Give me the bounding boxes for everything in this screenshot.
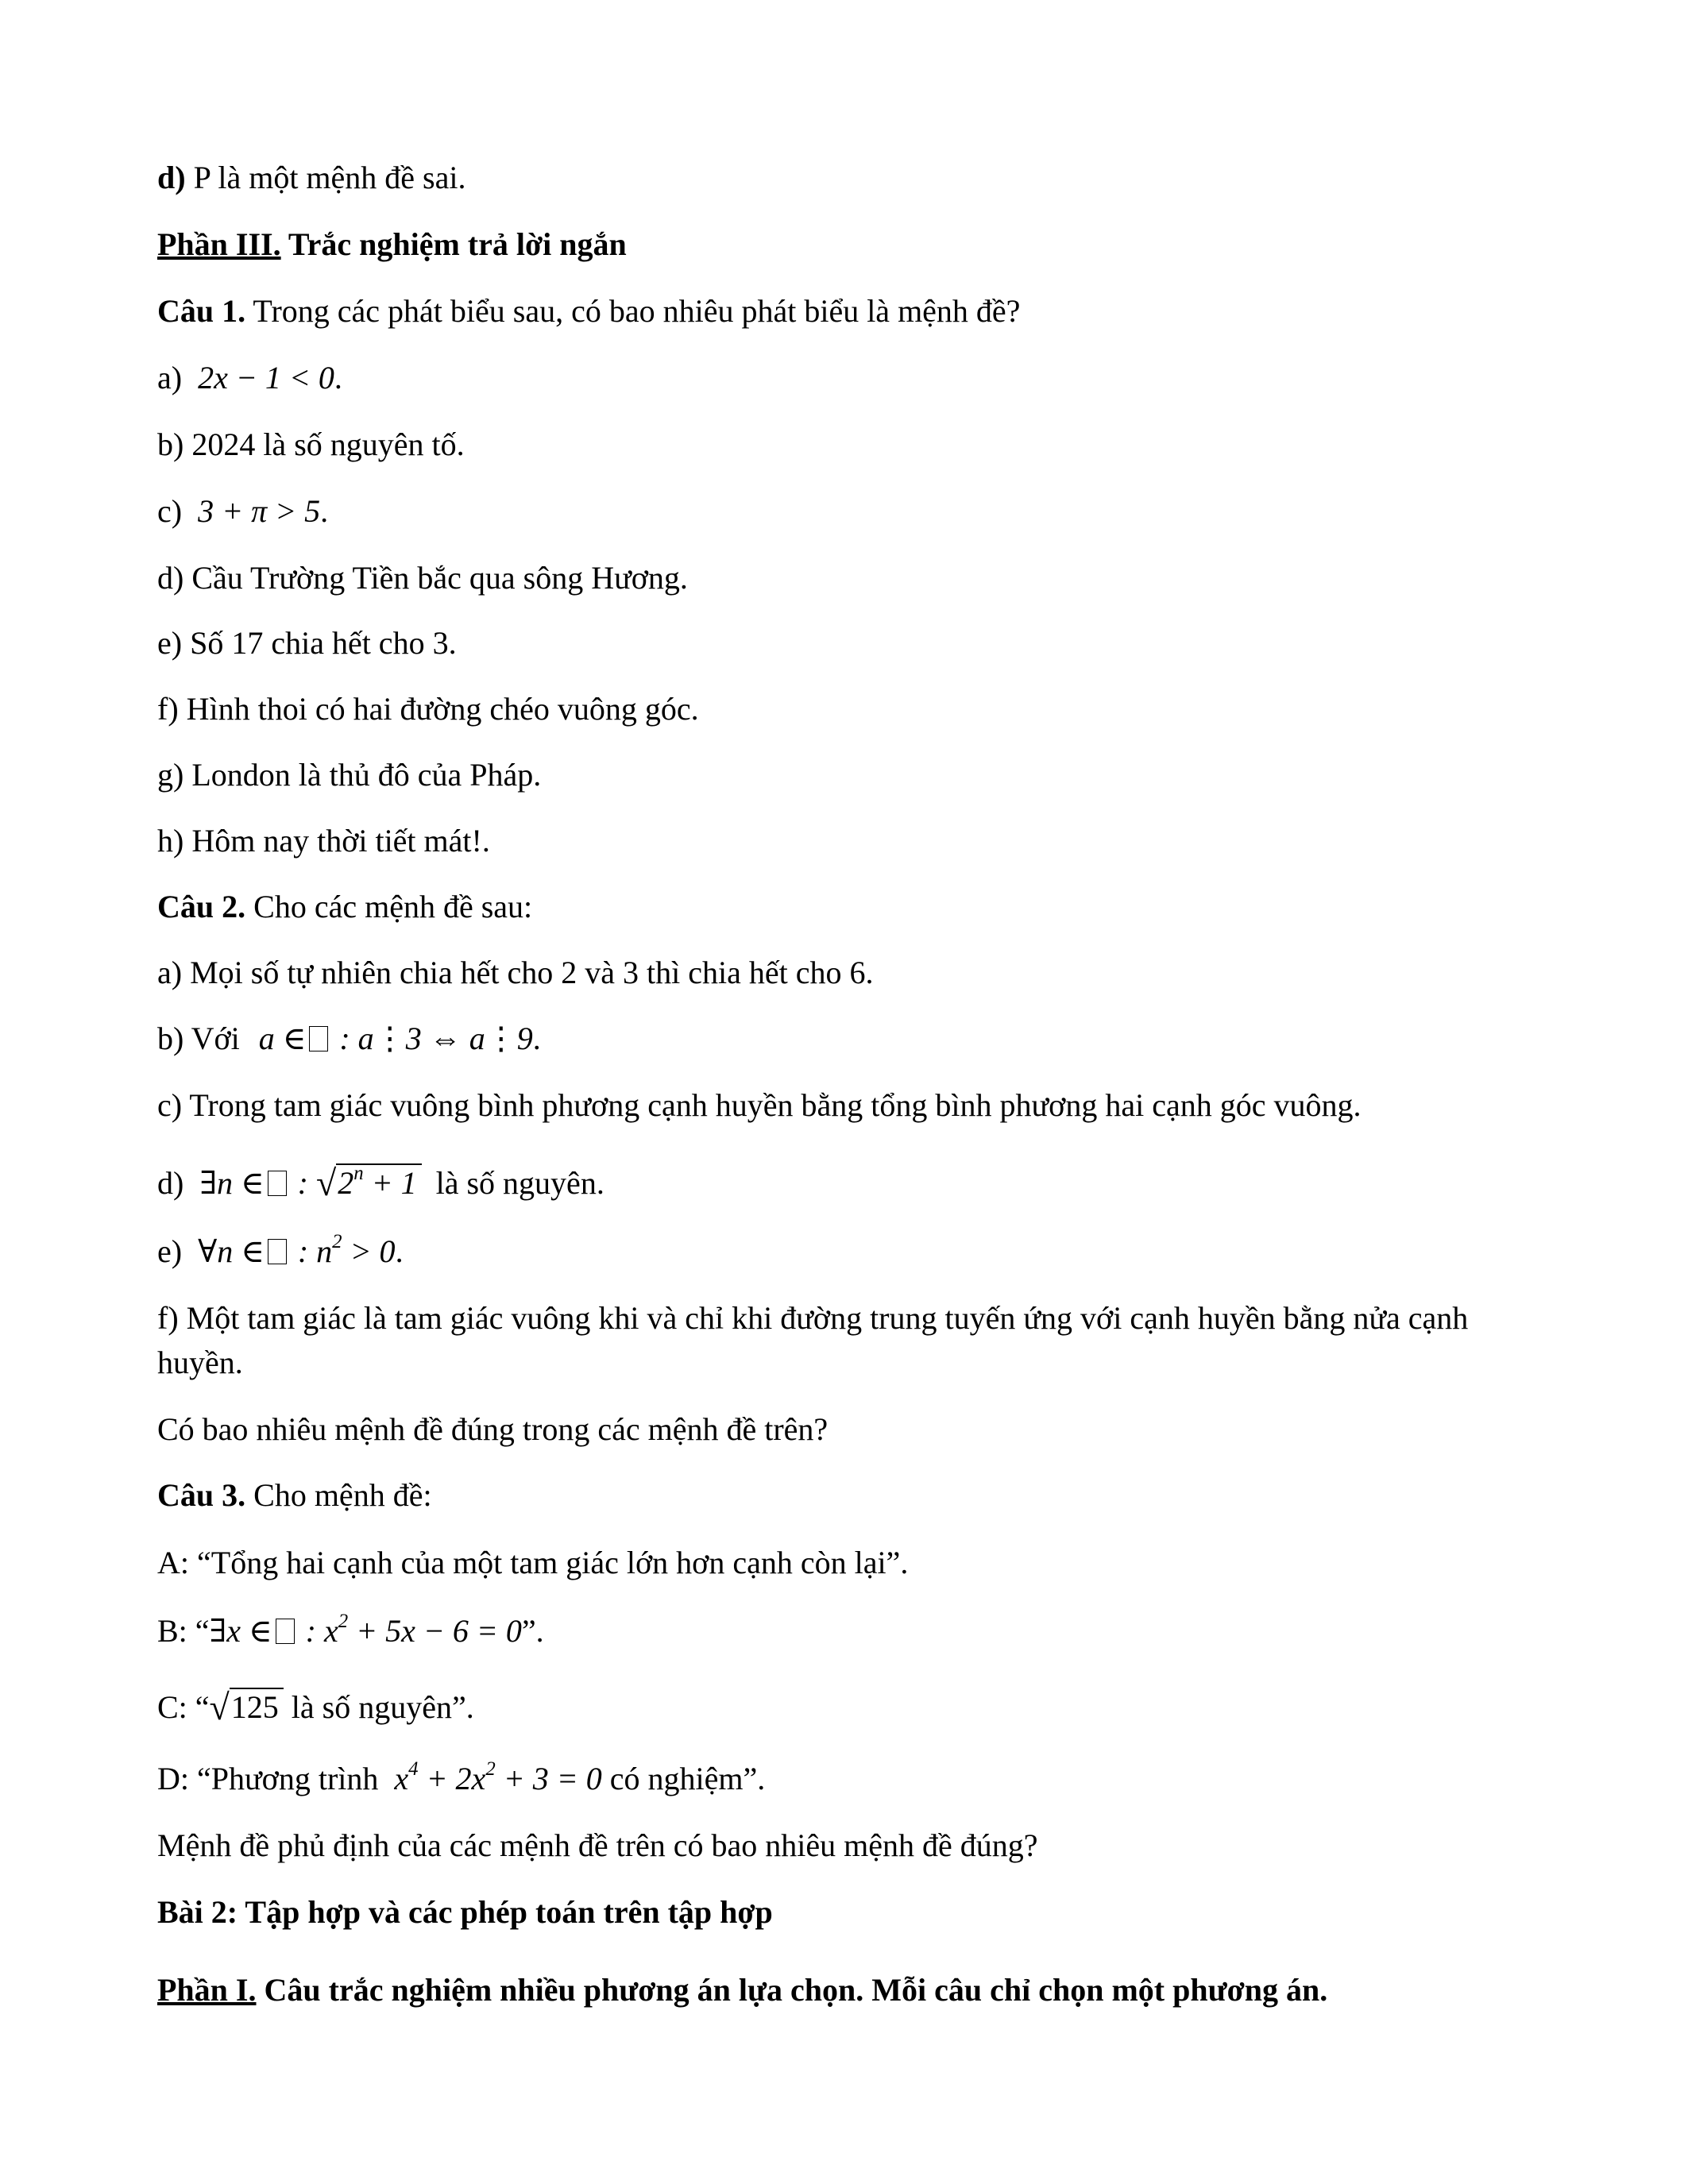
- number-set-glyph: [276, 1619, 295, 1644]
- item-tail: là số nguyên.: [435, 1165, 605, 1201]
- question-3: [157, 1476, 432, 1515]
- number-set-glyph: [268, 1239, 287, 1264]
- item-label: a): [157, 360, 183, 396]
- q1-item-f: f) Hình thoi có hai đường chéo vuông góc.: [157, 691, 699, 727]
- item-label: c): [157, 493, 183, 529]
- math-expression: ∀n ∈ : $n^2 > 0$: [198, 1231, 396, 1269]
- q2-item-c: c) Trong tam giác vuông bình phương cạnh huyền bằng tổng bình phương hai cạnh góc vuông.: [157, 1087, 1362, 1123]
- q3-statement-b: [157, 1612, 544, 1650]
- q2-item-e: e) ∀n ∈ : $n^2 > 0$.: [157, 1231, 404, 1269]
- q1-item-d: d) Cầu Trường Tiền bắc qua sông Hương.: [157, 560, 688, 596]
- statement-prefix: C: “: [157, 1689, 210, 1725]
- q1-item-b: b) 2024 là số nguyên tố.: [157, 426, 465, 462]
- item-label: d): [157, 160, 186, 195]
- statement-prefix: B: “: [157, 1613, 210, 1649]
- section-number: Phần III.: [157, 226, 281, 262]
- math-expression: $x^4 + 2x^2 + 3 = 0$: [394, 1758, 602, 1796]
- previous-item-d: [157, 159, 466, 197]
- number-set-glyph: [309, 1026, 328, 1051]
- q2-item-f-line2: huyền.: [157, 1345, 243, 1380]
- section-heading-part3: [157, 226, 627, 264]
- q1-item-c: c) 3 + π > 5.: [157, 493, 329, 529]
- q2-item-b: b) Với a ∈ : a⋮3 ⇔ a⋮9.: [157, 1021, 541, 1056]
- lesson-2-title: Bài 2: Tập hợp và các phép toán trên tập hợp: [157, 1894, 773, 1930]
- q1-item-g: g) London là thủ đô của Pháp.: [157, 757, 542, 793]
- question-label: Câu 1.: [157, 293, 246, 329]
- math-expression: ∃x ∈ : $x^2 + 5x - 6 = 0$: [209, 1611, 522, 1649]
- statement-suffix: có nghiệm”.: [609, 1761, 766, 1796]
- question-label: Câu 2.: [157, 889, 246, 924]
- number-set-glyph: [268, 1171, 287, 1196]
- q1-item-e: e) Số 17 chia hết cho 3.: [157, 625, 457, 661]
- q2-item-a: a) Mọi số tự nhiên chia hết cho 2 và 3 thì chia hết cho 6.: [157, 955, 874, 990]
- q1-item-a: a) 2x − 1 < 0.: [157, 360, 342, 396]
- question-1: [157, 292, 1020, 330]
- question-text: Cho các mệnh đề sau:: [253, 889, 533, 924]
- q2-item-d: [157, 1161, 605, 1205]
- section-heading-part1: [157, 1971, 1327, 2009]
- q3-question: Mệnh đề phủ định của các mệnh đề trên có bao nhiêu mệnh đề đúng?: [157, 1827, 1038, 1863]
- section-title: Trắc nghiệm trả lời ngắn: [288, 226, 627, 262]
- item-text: P là một mệnh đề sai.: [193, 160, 466, 195]
- q2-question: Có bao nhiêu mệnh đề đúng trong các mệnh đề trên?: [157, 1411, 829, 1447]
- question-text: Cho mệnh đề:: [253, 1477, 432, 1513]
- statement-suffix: là số nguyên”.: [283, 1689, 474, 1725]
- question-2: [157, 888, 532, 926]
- math-expression: ∃n ∈ : $√2^n + 1$: [199, 1165, 421, 1201]
- section-title: Câu trắc nghiệm nhiều phương án lựa chọn. Mỗi câu chỉ chọn một phương án.: [264, 1972, 1328, 2008]
- section-number: Phần I.: [157, 1972, 257, 2008]
- q1-item-h: h) Hôm nay thời tiết mát!.: [157, 823, 490, 859]
- math-expression: 2x − 1 < 0: [198, 360, 334, 396]
- question-label: Câu 3.: [157, 1477, 246, 1513]
- q3-statement-c: C: “√125 là số nguyên”.: [157, 1687, 474, 1727]
- q2-item-f-line1: f) Một tam giác là tam giác vuông khi và chỉ khi đường trung tuyến ứng với cạnh huyền bằng nửa cạnh: [157, 1300, 1469, 1336]
- item-label: b) Với: [157, 1021, 240, 1056]
- statement-suffix: ”.: [521, 1613, 544, 1649]
- radicand: 125: [230, 1688, 284, 1724]
- question-text: Trong các phát biểu sau, có bao nhiêu phát biểu là mệnh đề?: [253, 293, 1021, 329]
- item-label: e): [157, 1233, 183, 1269]
- q3-statement-a: A: “Tổng hai cạnh của một tam giác lớn hơn cạnh còn lại”.: [157, 1545, 909, 1580]
- q3-statement-d: [157, 1760, 765, 1798]
- math-expression: 3 + π > 5: [198, 493, 321, 529]
- math-expression: a ∈ : a⋮3 ⇔ a⋮9: [258, 1021, 533, 1056]
- item-label: d): [157, 1165, 184, 1201]
- statement-prefix: D: “Phương trình: [157, 1761, 379, 1796]
